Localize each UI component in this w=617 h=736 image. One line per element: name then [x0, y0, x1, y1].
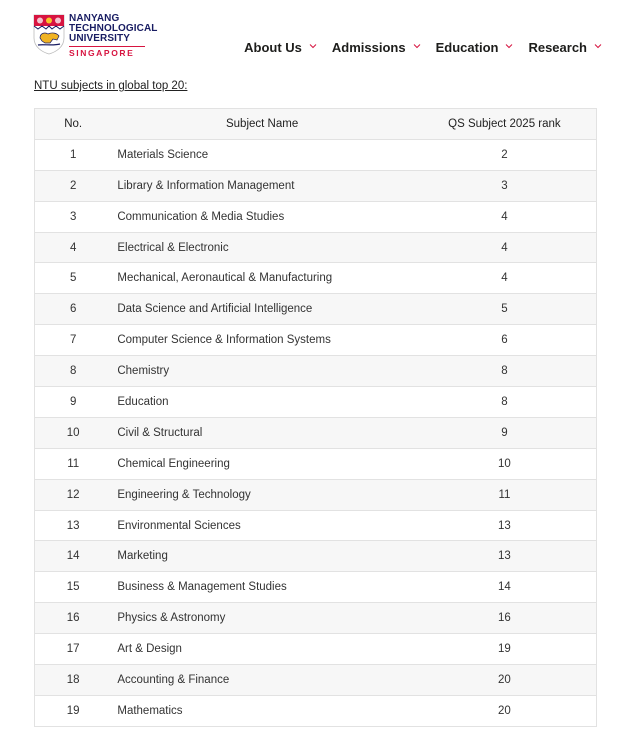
cell-subject-name: Education — [111, 387, 412, 418]
cell-qs-rank: 10 — [413, 448, 597, 479]
cell-qs-rank: 4 — [413, 263, 597, 294]
cell-qs-rank: 8 — [413, 356, 597, 387]
column-header-qs-rank: QS Subject 2025 rank — [413, 109, 597, 140]
cell-qs-rank: 14 — [413, 572, 597, 603]
subject-ranking-table — [34, 108, 597, 727]
table-row — [35, 294, 597, 325]
table-row — [35, 356, 597, 387]
cell-qs-rank: 5 — [413, 294, 597, 325]
table-row — [35, 201, 597, 232]
table-row — [35, 417, 597, 448]
cell-qs-rank: 2 — [413, 139, 597, 170]
cell-subject-name: Communication & Media Studies — [111, 201, 412, 232]
cell-no: 17 — [35, 634, 112, 665]
cell-subject-name: Library & Information Management — [111, 170, 412, 201]
table-row — [35, 263, 597, 294]
cell-no: 8 — [35, 356, 112, 387]
cell-qs-rank: 20 — [413, 665, 597, 696]
cell-qs-rank: 4 — [413, 201, 597, 232]
cell-qs-rank: 16 — [413, 603, 597, 634]
table-row — [35, 634, 597, 665]
table-row — [35, 695, 597, 726]
cell-subject-name: Civil & Structural — [111, 417, 412, 448]
cell-no: 13 — [35, 510, 112, 541]
cell-subject-name: Computer Science & Information Systems — [111, 325, 412, 356]
cell-qs-rank: 3 — [413, 170, 597, 201]
cell-no: 2 — [35, 170, 112, 201]
cell-qs-rank: 6 — [413, 325, 597, 356]
cell-subject-name: Electrical & Electronic — [111, 232, 412, 263]
logo-wordmark — [69, 14, 158, 56]
cell-no: 14 — [35, 541, 112, 572]
cell-subject-name: Mathematics — [111, 695, 412, 726]
nav-item-label: Education — [435, 40, 499, 55]
logo-line-3: UNIVERSITY — [69, 33, 131, 44]
section-title: NTU subjects in global top 20: — [34, 80, 188, 92]
main-nav — [244, 40, 617, 55]
nav-item-about-us[interactable] — [244, 40, 317, 55]
site-header — [0, 0, 617, 70]
cell-qs-rank: 9 — [413, 417, 597, 448]
cell-no: 4 — [35, 232, 112, 263]
logo-line-2: TECHNOLOGICAL — [69, 23, 158, 34]
cell-no: 1 — [35, 139, 112, 170]
logo-line-4: SINGAPORE — [69, 46, 145, 58]
ntu-logo[interactable] — [33, 13, 158, 58]
cell-no: 11 — [35, 448, 112, 479]
nav-item-label: Research — [528, 40, 587, 55]
table-row — [35, 232, 597, 263]
cell-qs-rank: 11 — [413, 479, 597, 510]
cell-subject-name: Data Science and Artificial Intelligence — [111, 294, 412, 325]
chevron-down-icon[interactable] — [309, 42, 317, 50]
nav-item-research[interactable] — [528, 40, 602, 55]
cell-subject-name: Chemical Engineering — [111, 448, 412, 479]
table-row — [35, 170, 597, 201]
table-row — [35, 448, 597, 479]
table-row — [35, 479, 597, 510]
cell-subject-name: Business & Management Studies — [111, 572, 412, 603]
cell-qs-rank: 8 — [413, 387, 597, 418]
table-row — [35, 510, 597, 541]
cell-qs-rank: 19 — [413, 634, 597, 665]
cell-no: 3 — [35, 201, 112, 232]
cell-subject-name: Engineering & Technology — [111, 479, 412, 510]
cell-subject-name: Physics & Astronomy — [111, 603, 412, 634]
cell-no: 6 — [35, 294, 112, 325]
chevron-down-icon[interactable] — [413, 42, 421, 50]
cell-no: 5 — [35, 263, 112, 294]
table-body — [35, 139, 597, 726]
table-row — [35, 325, 597, 356]
cell-subject-name: Chemistry — [111, 356, 412, 387]
cell-subject-name: Marketing — [111, 541, 412, 572]
ntu-crest-icon — [33, 14, 65, 55]
cell-subject-name: Mechanical, Aeronautical & Manufacturing — [111, 263, 412, 294]
cell-no: 19 — [35, 695, 112, 726]
cell-no: 18 — [35, 665, 112, 696]
cell-no: 9 — [35, 387, 112, 418]
table-row — [35, 541, 597, 572]
cell-subject-name: Materials Science — [111, 139, 412, 170]
cell-no: 7 — [35, 325, 112, 356]
cell-no: 10 — [35, 417, 112, 448]
cell-no: 16 — [35, 603, 112, 634]
table-row — [35, 603, 597, 634]
cell-qs-rank: 13 — [413, 541, 597, 572]
nav-item-education[interactable] — [436, 40, 514, 55]
nav-item-admissions[interactable] — [332, 40, 421, 55]
column-header-no: No. — [35, 109, 112, 140]
cell-subject-name: Accounting & Finance — [111, 665, 412, 696]
chevron-down-icon[interactable] — [594, 42, 602, 50]
nav-item-label: Admissions — [331, 40, 406, 55]
logo-line-1: NANYANG — [69, 13, 120, 24]
cell-subject-name: Art & Design — [111, 634, 412, 665]
table-row — [35, 665, 597, 696]
chevron-down-icon[interactable] — [505, 42, 513, 50]
nav-item-label: About Us — [244, 40, 302, 55]
column-header-subject-name: Subject Name — [111, 109, 412, 140]
cell-qs-rank: 13 — [413, 510, 597, 541]
table-row — [35, 387, 597, 418]
table-row — [35, 139, 597, 170]
table-row — [35, 572, 597, 603]
cell-subject-name: Environmental Sciences — [111, 510, 412, 541]
table-header-row — [35, 109, 597, 140]
cell-qs-rank: 20 — [413, 695, 597, 726]
cell-no: 15 — [35, 572, 112, 603]
cell-qs-rank: 4 — [413, 232, 597, 263]
cell-no: 12 — [35, 479, 112, 510]
